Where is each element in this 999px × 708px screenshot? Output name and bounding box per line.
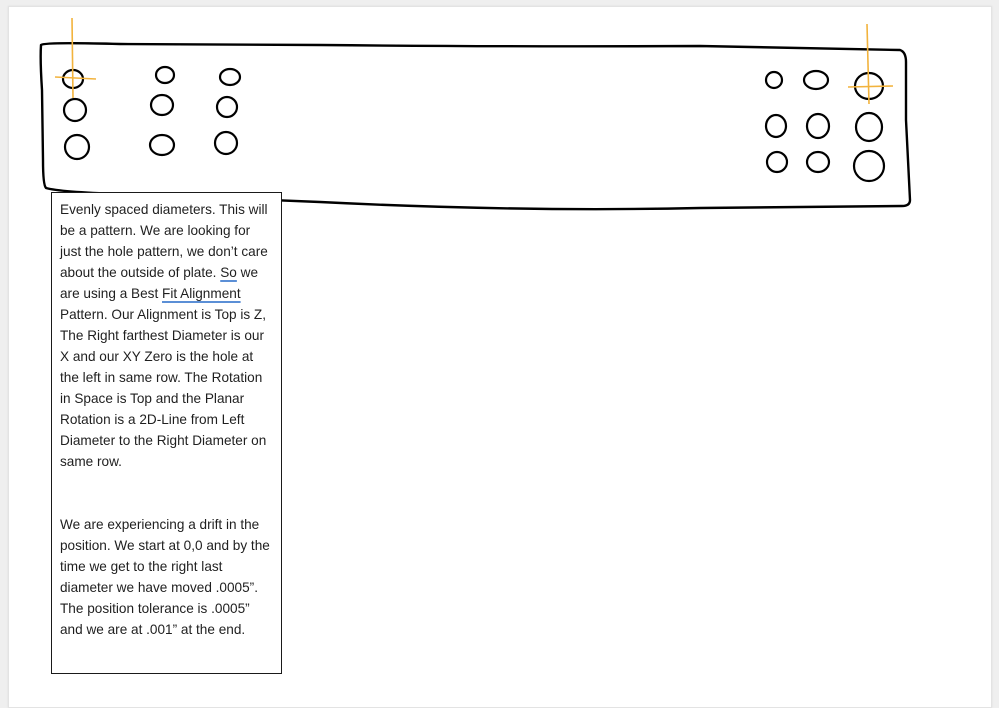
hole [804, 71, 828, 89]
hole [215, 132, 237, 154]
right-hole-group [766, 71, 884, 181]
spellcheck-flag-so[interactable]: So [220, 265, 237, 280]
right-crosshair-marker [848, 24, 893, 104]
hole [854, 151, 884, 181]
hole [150, 135, 174, 155]
hole [766, 72, 782, 88]
hole [856, 113, 882, 141]
hole [220, 69, 240, 85]
hole [65, 135, 89, 159]
text-segment: Evenly spaced diameters. This will be a pattern. We are looking for just the hole pattern, we don’t care about the outside of plate. [60, 202, 268, 280]
hole [217, 97, 237, 117]
hole [156, 67, 174, 83]
hole [807, 114, 829, 138]
hole [151, 95, 173, 115]
spellcheck-flag-fit-alignment[interactable]: Fit Alignment [162, 286, 241, 301]
left-crosshair-marker [55, 18, 96, 98]
text-segment: we are using a Best [60, 265, 259, 301]
hole [64, 99, 86, 121]
hole [807, 152, 829, 172]
note-paragraph-alignment [60, 199, 273, 472]
note-paragraph-drift: We are experiencing a drift in the position. We start at 0,0 and by the time we get to the right last diameter we have moved .0005”. The position tolerance is .0005” and we are at .001” at the end. [60, 517, 270, 637]
note-text-box[interactable] [51, 192, 282, 674]
left-hole-group [63, 67, 240, 159]
text-segment: Pattern. Our Alignment is Top is Z, The Right farthest Diameter is our X and our XY Zero is the hole at the left in same row. The Rotation in Space is Top and the Planar Rotation is a 2D-Line from Left Diameter to the Right Diameter on same row. [60, 307, 267, 469]
hole [767, 152, 787, 172]
hole [766, 115, 786, 137]
paragraph-spacer [60, 472, 273, 514]
